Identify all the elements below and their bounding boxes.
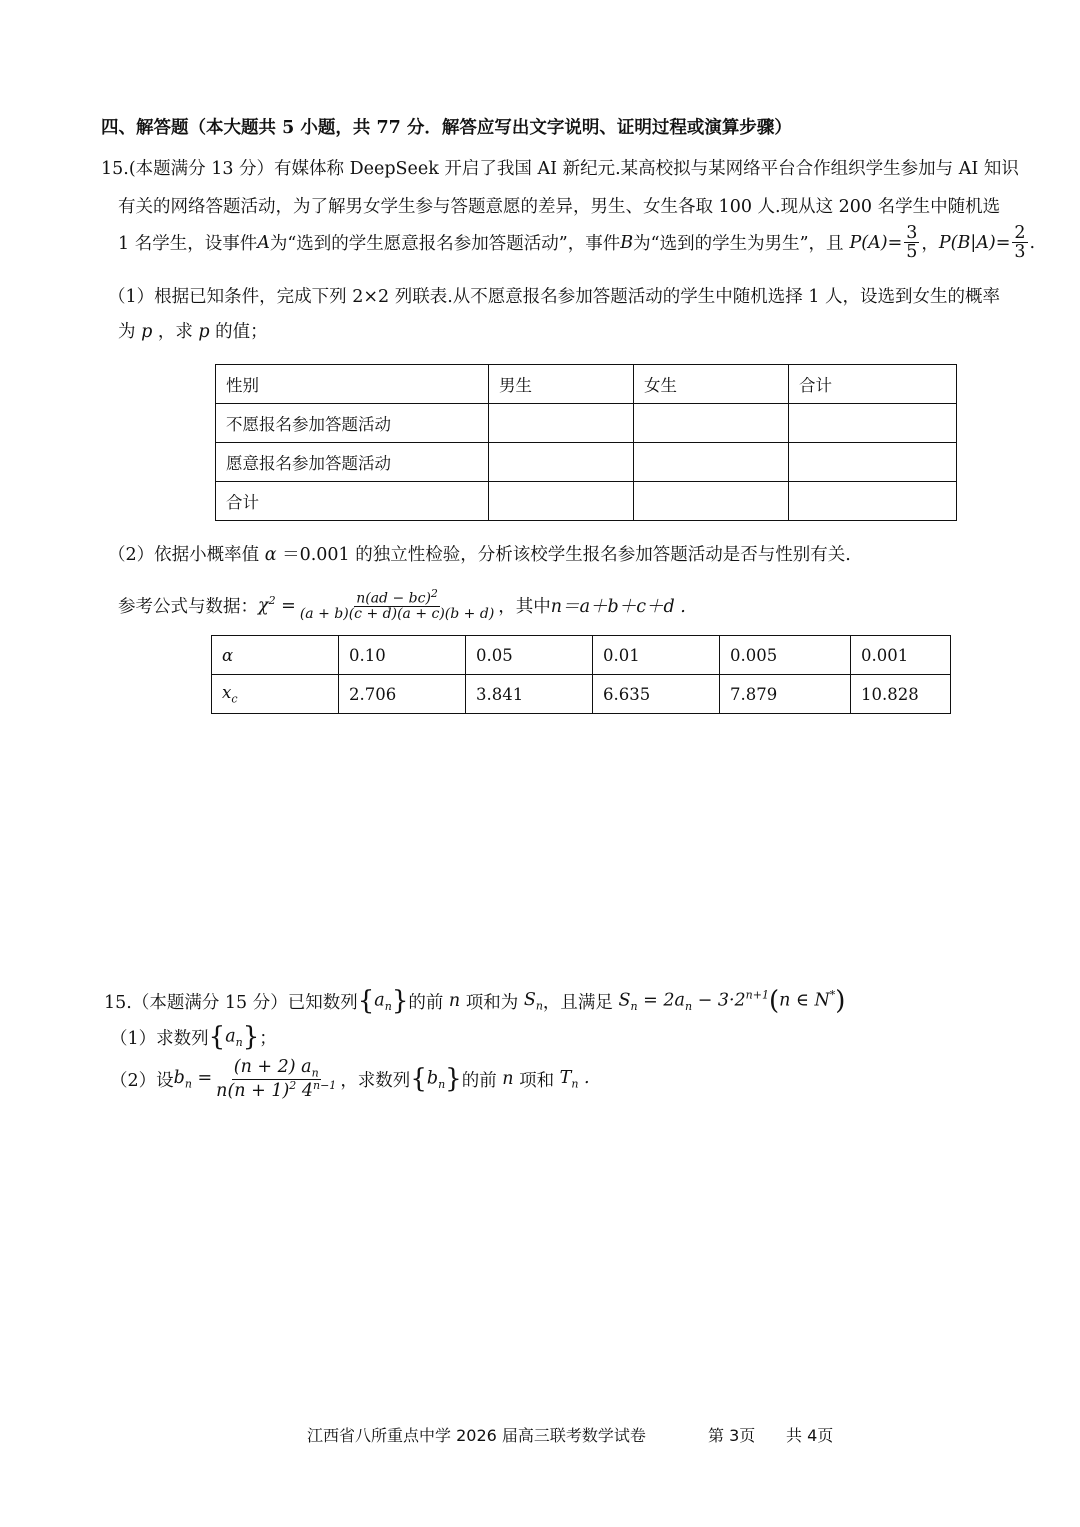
bn-fraction: $\frac{(n + 2) a_n}{n(n + 1)^2 4^{n-1}}$	[216, 1057, 337, 1101]
table-cell: 0.10	[339, 636, 466, 675]
q15-part2: （2）依据小概率值 α ＝0.001 的独立性检验，分析该校学生报名参加答题活动是否与性别有关.	[108, 545, 851, 565]
q15-line3: 1 名学生，设事件 A 为“选到的学生愿意报名参加答题活动”，事件 B 为“选到的学生为男生”，且 P(A)= $\frac{3}{5}$ ， P(B|A)= $\frac{2}{3}$ .	[118, 223, 1036, 263]
table-cell: 2.706	[339, 675, 466, 714]
table-cell: 10.828	[851, 675, 951, 714]
table-cell: 0.005	[720, 636, 851, 675]
table-row	[216, 443, 957, 482]
section-header: 四、解答题（本大题共 5 小题，共 77 分．解答应写出文字说明、证明过程或演算步骤）	[101, 118, 792, 138]
table-row	[216, 404, 957, 443]
pba-label: P(B|A)=	[938, 232, 1011, 253]
q15-line1: 15.(本题满分 13 分）有媒体称 DeepSeek 开启了我国 AI 新纪元.某高校拟与某网络平台合作组织学生参加与 AI 知识	[101, 159, 1019, 179]
q15-line2: 有关的网络答题活动，为了解男女学生参与答题意愿的差异，男生、女生各取 100 人.现从这 200 名学生中随机选	[118, 197, 1001, 217]
q15-line3-c: 为“选到的学生为男生”，且	[633, 234, 844, 255]
table-cell: 0.01	[593, 636, 720, 675]
table-cell	[634, 443, 789, 482]
pa-fraction: $\frac{3}{5}$	[906, 223, 918, 263]
table-cell	[789, 404, 957, 443]
table-cell: 合计	[216, 482, 489, 521]
table-cell: 7.879	[720, 675, 851, 714]
table-row	[212, 675, 951, 714]
table-cell: 愿意报名参加答题活动	[216, 443, 489, 482]
ref-tail-2: n＝a＋b＋c＋d .	[550, 596, 686, 617]
event-a-symbol: A	[257, 232, 270, 253]
table-cell: 0.001	[851, 636, 951, 675]
ref-label: 参考公式与数据：	[118, 596, 258, 617]
table-cell: 不愿报名参加答题活动	[216, 404, 489, 443]
ref-tail: ，其中	[498, 596, 551, 617]
chi-square-fraction: $\frac{n(ad - bc)^2}{(a + b)(c + d)(a + c)(b + d)}$	[299, 587, 495, 623]
q16-line1: 15.（本题满分 15 分）已知数列 $\{a_n\}$ 的前 n 项和为 $S_n$ ，且满足 $S_n = 2a_n - 3\cdot 2^{n+1}(n$ ∈ N*)	[104, 986, 846, 1016]
table-row	[212, 636, 951, 675]
table-cell: $x_c$	[212, 675, 339, 714]
table-cell	[634, 404, 789, 443]
table-row	[216, 482, 957, 521]
q15-line3-a: 1 名学生，设事件	[118, 234, 258, 255]
pa-label: P(A)=	[849, 232, 903, 253]
table-cell: 6.635	[593, 675, 720, 714]
q16-part2: （2）设 $b_n$ = $\frac{(n + 2) a_n}{n(n + 1)^2 4^{n-1}}$ ，求数列 $\{b_n\}$ 的前 n 项和 $T_n$ .	[110, 1057, 590, 1101]
event-b-symbol: B	[620, 232, 634, 253]
table-header-cell: 女生	[634, 365, 789, 404]
q15-part1-line2: 为 p ，求 p 的值；	[118, 322, 268, 342]
table-cell	[489, 482, 634, 521]
table-header-cell: 合计	[789, 365, 957, 404]
q15-line3-b: 为“选到的学生愿意报名参加答题活动”，事件	[269, 234, 621, 255]
pba-fraction: $\frac{2}{3}$	[1014, 223, 1026, 263]
reference-formula	[118, 588, 686, 622]
table-cell	[789, 482, 957, 521]
critical-value-table	[211, 635, 951, 714]
contingency-table	[215, 364, 957, 521]
q15-part1-line1: （1）根据已知条件，完成下列 2×2 列联表.从不愿意报名参加答题活动的学生中随机选择 1 人，设选到女生的概率	[108, 287, 1001, 307]
table-cell	[489, 404, 634, 443]
table-header-row	[216, 365, 957, 404]
footer-page: 第 3页	[708, 1426, 756, 1445]
footer-total: 共 4页	[786, 1426, 834, 1445]
table-header-cell: 性别	[216, 365, 489, 404]
table-header-cell: 男生	[489, 365, 634, 404]
chi-square-symbol: $\chi^2$ =	[258, 594, 296, 616]
table-cell: α	[212, 636, 339, 675]
q16-part1: （1）求数列 $\{a_n\}$ ；	[110, 1022, 277, 1052]
table-cell	[634, 482, 789, 521]
table-cell: 3.841	[466, 675, 593, 714]
table-cell	[789, 443, 957, 482]
footer-title: 江西省八所重点中学 2026 届高三联考数学试卷	[307, 1426, 646, 1445]
table-cell	[489, 443, 634, 482]
table-cell: 0.05	[466, 636, 593, 675]
